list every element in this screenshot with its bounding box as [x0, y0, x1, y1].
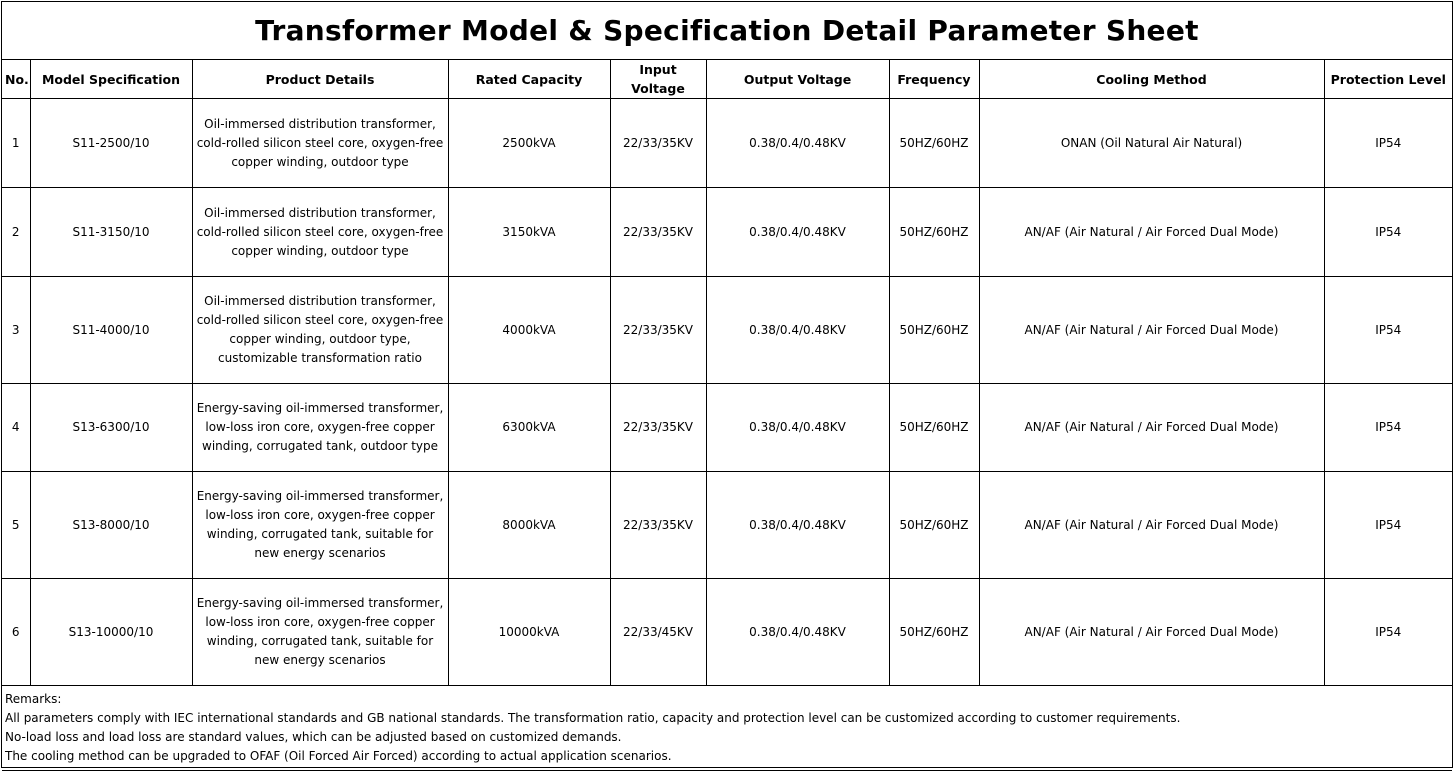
- cell-output-voltage: 0.38/0.4/0.48KV: [706, 384, 889, 472]
- cell-no: 5: [2, 472, 30, 579]
- header-row: [2, 60, 1452, 99]
- cell-no: 6: [2, 579, 30, 686]
- cell-cooling: AN/AF (Air Natural / Air Forced Dual Mode): [979, 472, 1324, 579]
- cell-cooling: AN/AF (Air Natural / Air Forced Dual Mode): [979, 579, 1324, 686]
- cell-output-voltage: 0.38/0.4/0.48KV: [706, 188, 889, 277]
- header-details: Product Details: [192, 60, 448, 99]
- header-input-voltage: Input Voltage: [610, 60, 706, 99]
- cell-capacity: 4000kVA: [448, 277, 610, 384]
- cell-frequency: 50HZ/60HZ: [889, 99, 979, 188]
- cell-model: S11-4000/10: [30, 277, 192, 384]
- cell-frequency: 50HZ/60HZ: [889, 472, 979, 579]
- cell-cooling: AN/AF (Air Natural / Air Forced Dual Mode): [979, 384, 1324, 472]
- cell-input-voltage: 22/33/35KV: [610, 277, 706, 384]
- header-no: No.: [2, 60, 30, 99]
- cell-input-voltage: 22/33/35KV: [610, 384, 706, 472]
- cell-capacity: 2500kVA: [448, 99, 610, 188]
- header-output-voltage: Output Voltage: [706, 60, 889, 99]
- cell-output-voltage: 0.38/0.4/0.48KV: [706, 579, 889, 686]
- cell-details: Energy-saving oil-immersed transformer, low-loss iron core, oxygen-free copper winding, corrugated tank, suitable for new energy scenarios: [192, 579, 448, 686]
- parameter-sheet: [1, 1, 1453, 768]
- cell-model: S13-10000/10: [30, 579, 192, 686]
- cell-frequency: 50HZ/60HZ: [889, 579, 979, 686]
- header-cooling: Cooling Method: [979, 60, 1324, 99]
- table-row: [2, 99, 1452, 188]
- header-frequency: Frequency: [889, 60, 979, 99]
- cell-frequency: 50HZ/60HZ: [889, 277, 979, 384]
- header-capacity: Rated Capacity: [448, 60, 610, 99]
- table-row: [2, 579, 1452, 686]
- cell-no: 2: [2, 188, 30, 277]
- cell-frequency: 50HZ/60HZ: [889, 188, 979, 277]
- cell-protection: IP54: [1324, 99, 1452, 188]
- table-row: [2, 472, 1452, 579]
- sheet-title: Transformer Model & Specification Detail Parameter Sheet: [2, 2, 1452, 60]
- cell-protection: IP54: [1324, 277, 1452, 384]
- remarks-heading: Remarks:: [5, 692, 62, 706]
- table-row: [2, 277, 1452, 384]
- table-row: [2, 188, 1452, 277]
- cell-input-voltage: 22/33/35KV: [610, 99, 706, 188]
- cell-input-voltage: 22/33/45KV: [610, 579, 706, 686]
- cell-no: 1: [2, 99, 30, 188]
- remarks-line: The cooling method can be upgraded to OFAF (Oil Forced Air Forced) according to actual application scenarios.: [5, 749, 672, 763]
- cell-frequency: 50HZ/60HZ: [889, 384, 979, 472]
- cell-details: Oil-immersed distribution transformer, cold-rolled silicon steel core, oxygen-free copper winding, outdoor type: [192, 188, 448, 277]
- cell-protection: IP54: [1324, 384, 1452, 472]
- cell-cooling: AN/AF (Air Natural / Air Forced Dual Mode): [979, 277, 1324, 384]
- cell-model: S13-8000/10: [30, 472, 192, 579]
- cell-output-voltage: 0.38/0.4/0.48KV: [706, 277, 889, 384]
- cell-details: Oil-immersed distribution transformer, cold-rolled silicon steel core, oxygen-free copper winding, outdoor type, customizable transformation ratio: [192, 277, 448, 384]
- cell-details: Energy-saving oil-immersed transformer, low-loss iron core, oxygen-free copper winding, corrugated tank, suitable for new energy scenarios: [192, 472, 448, 579]
- header-protection: Protection Level: [1324, 60, 1452, 99]
- cell-capacity: 10000kVA: [448, 579, 610, 686]
- cell-protection: IP54: [1324, 472, 1452, 579]
- cell-details: Oil-immersed distribution transformer, cold-rolled silicon steel core, oxygen-free copper winding, outdoor type: [192, 99, 448, 188]
- cell-no: 4: [2, 384, 30, 472]
- spec-table: [2, 60, 1452, 771]
- cell-protection: IP54: [1324, 579, 1452, 686]
- cell-capacity: 8000kVA: [448, 472, 610, 579]
- cell-input-voltage: 22/33/35KV: [610, 472, 706, 579]
- cell-details: Energy-saving oil-immersed transformer, low-loss iron core, oxygen-free copper winding, corrugated tank, outdoor type: [192, 384, 448, 472]
- cell-cooling: AN/AF (Air Natural / Air Forced Dual Mode): [979, 188, 1324, 277]
- cell-output-voltage: 0.38/0.4/0.48KV: [706, 99, 889, 188]
- cell-output-voltage: 0.38/0.4/0.48KV: [706, 472, 889, 579]
- cell-model: S13-6300/10: [30, 384, 192, 472]
- remarks-line: All parameters comply with IEC international standards and GB national standards. The transformation ratio, capacity and protection level can be customized according to customer requirements.: [5, 711, 1181, 725]
- cell-model: S11-2500/10: [30, 99, 192, 188]
- remarks-row: [2, 686, 1452, 771]
- table-row: [2, 384, 1452, 472]
- cell-capacity: 6300kVA: [448, 384, 610, 472]
- cell-cooling: ONAN (Oil Natural Air Natural): [979, 99, 1324, 188]
- cell-capacity: 3150kVA: [448, 188, 610, 277]
- cell-model: S11-3150/10: [30, 188, 192, 277]
- cell-protection: IP54: [1324, 188, 1452, 277]
- remarks-cell: [2, 686, 1452, 771]
- remarks-line: No-load loss and load loss are standard values, which can be adjusted based on customized demands.: [5, 730, 622, 744]
- cell-no: 3: [2, 277, 30, 384]
- header-model: Model Specification: [30, 60, 192, 99]
- cell-input-voltage: 22/33/35KV: [610, 188, 706, 277]
